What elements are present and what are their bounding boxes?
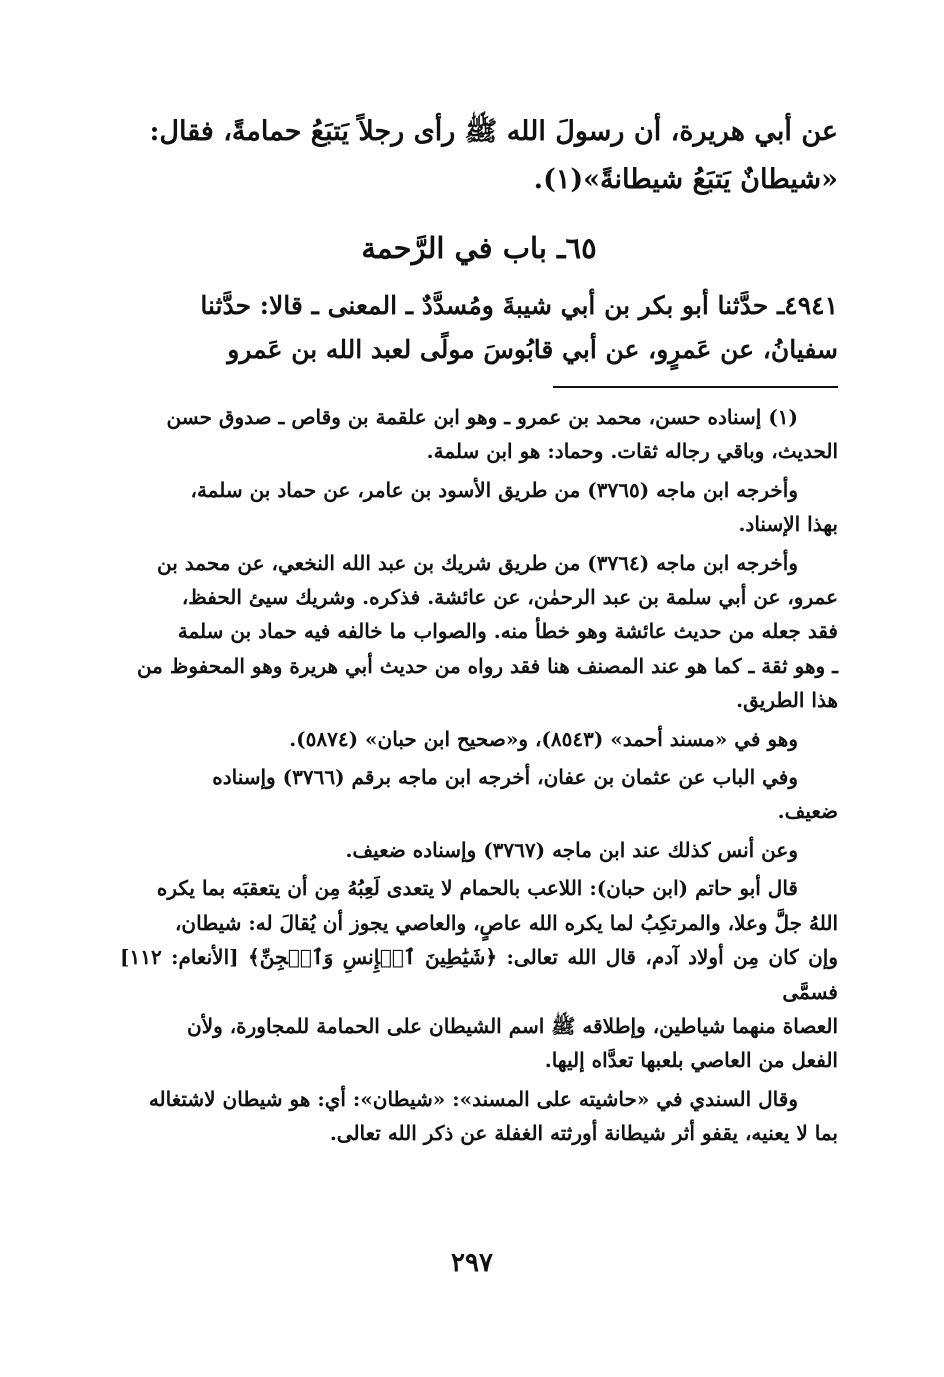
footnote-paragraph <box>120 833 838 867</box>
footnote-line: وفي الباب عن عثمان بن عفان، أخرجه ابن ماجه برقم (٣٧٦٦) وإسناده <box>212 765 798 790</box>
main-text-line: عن أبي هريرة، أن رسولَ الله ﷺ رأى رجلاً يَتبَعُ حمامةً، فقال: <box>149 116 838 147</box>
footnote-separator <box>553 386 838 388</box>
footnote-line: هذا الطريق. <box>736 688 838 713</box>
footnote-paragraph <box>120 871 838 1077</box>
hadith-line: سفيانُ، عن عَمرٍو، عن أبي قابُوسَ مولًى لعبد الله بن عَمرو <box>227 335 838 364</box>
footnote-line: بهذا الإسناد. <box>738 512 838 537</box>
footnote-paragraph <box>120 760 838 829</box>
footnote-paragraph <box>120 722 838 756</box>
footnote-line: قال أبو حاتم (ابن حبان): اللاعب بالحمام لا يتعدى لَعِبُهُ مِن أن يتعقبَه بما يكره <box>156 876 798 901</box>
footnote-line: وعن أنس كذلك عند ابن ماجه (٣٧٦٧) وإسناده ضعيف. <box>345 837 798 862</box>
footnote-line: وقال السندي في «حاشيته على المسند»: «شيطان»: أي: هو شيطان لاشتغاله <box>148 1086 798 1111</box>
footnote-line: ضعيف. <box>777 799 838 824</box>
footnote-line: فقد جعله من حديث عائشة وهو خطأ منه. والصواب ما خالفه فيه حماد بن سلمة <box>177 619 838 644</box>
footnote-line: (١) إسناده حسن، محمد بن عمرو ـ وهو ابن علقمة بن وقاص ـ صدوق حسن <box>166 405 798 429</box>
footnote-line: وإن كان مِن أولاد آدم، قال الله تعالى: ﴿شَيَٰطِينَ ٱلۡإِنسِ وَٱلۡجِنِّ﴾ [الأنعام: ١١٢] فسمَّى <box>120 945 838 1004</box>
footnotes <box>120 400 838 1151</box>
footnote-line: بما لا يعنيه، يقفو أثر شيطانة أورثته الغفلة عن ذكر الله تعالى. <box>329 1121 838 1146</box>
page-body <box>120 108 838 1155</box>
footnote-paragraph <box>120 400 838 469</box>
hadith-text <box>120 284 838 372</box>
chapter-title: ٦٥ـ باب في الرَّحمة <box>361 231 597 265</box>
main-text <box>120 108 838 204</box>
footnote-paragraph <box>120 473 838 542</box>
footnote-paragraph <box>120 546 838 718</box>
footnote-paragraph <box>120 1082 838 1151</box>
footnote-line: ـ وهو ثقة ـ كما هو عند المصنف هنا فقد رواه من حديث أبي هريرة وهو المحفوظ من <box>136 653 838 678</box>
main-text-line: «شيطانٌ يَتبَعُ شيطانةً»(١). <box>533 164 838 195</box>
footnote-line: وأخرجه ابن ماجه (٣٧٦٥) من طريق الأسود بن عامر، عن حماد بن سلمة، <box>190 477 798 502</box>
footnote-line: الحديث، وباقي رجاله ثقات. وحماد: هو ابن سلمة. <box>426 439 838 464</box>
page-number: ٢٩٧ <box>451 1248 493 1278</box>
footnote-line: العصاة منهما شياطين، وإطلاقه ﷺ اسم الشيطان على الحمامة للمجاورة، ولأن <box>187 1013 838 1038</box>
footnote-line: وهو في «مسند أحمد» (٨٥٤٣)، و«صحيح ابن حبان» (٥٨٧٤). <box>289 726 798 751</box>
footnote-line: الفعل من العاصي بلعبها تعدَّاه إليها. <box>544 1048 838 1073</box>
footnote-line: اللهُ جلَّ وعلا، والمرتكِبُ لما يكره الله عاصٍ، والعاصي يجوز أن يُقالَ له: شيطان، <box>174 910 838 935</box>
footnote-line: عمرو، عن أبي سلمة بن عبد الرحمٰن، عن عائشة. فذكره. وشريك سيئ الحفظ، <box>181 585 838 610</box>
footnote-line: وأخرجه ابن ماجه (٣٧٦٤) من طريق شريك بن عبد الله النخعي، عن محمد بن <box>157 550 798 575</box>
hadith-line: ٤٩٤١ـ حدَّثنا أبو بكر بن أبي شيبةَ ومُسدَّدٌ ـ المعنى ـ قالا: حدَّثنا <box>200 291 838 320</box>
